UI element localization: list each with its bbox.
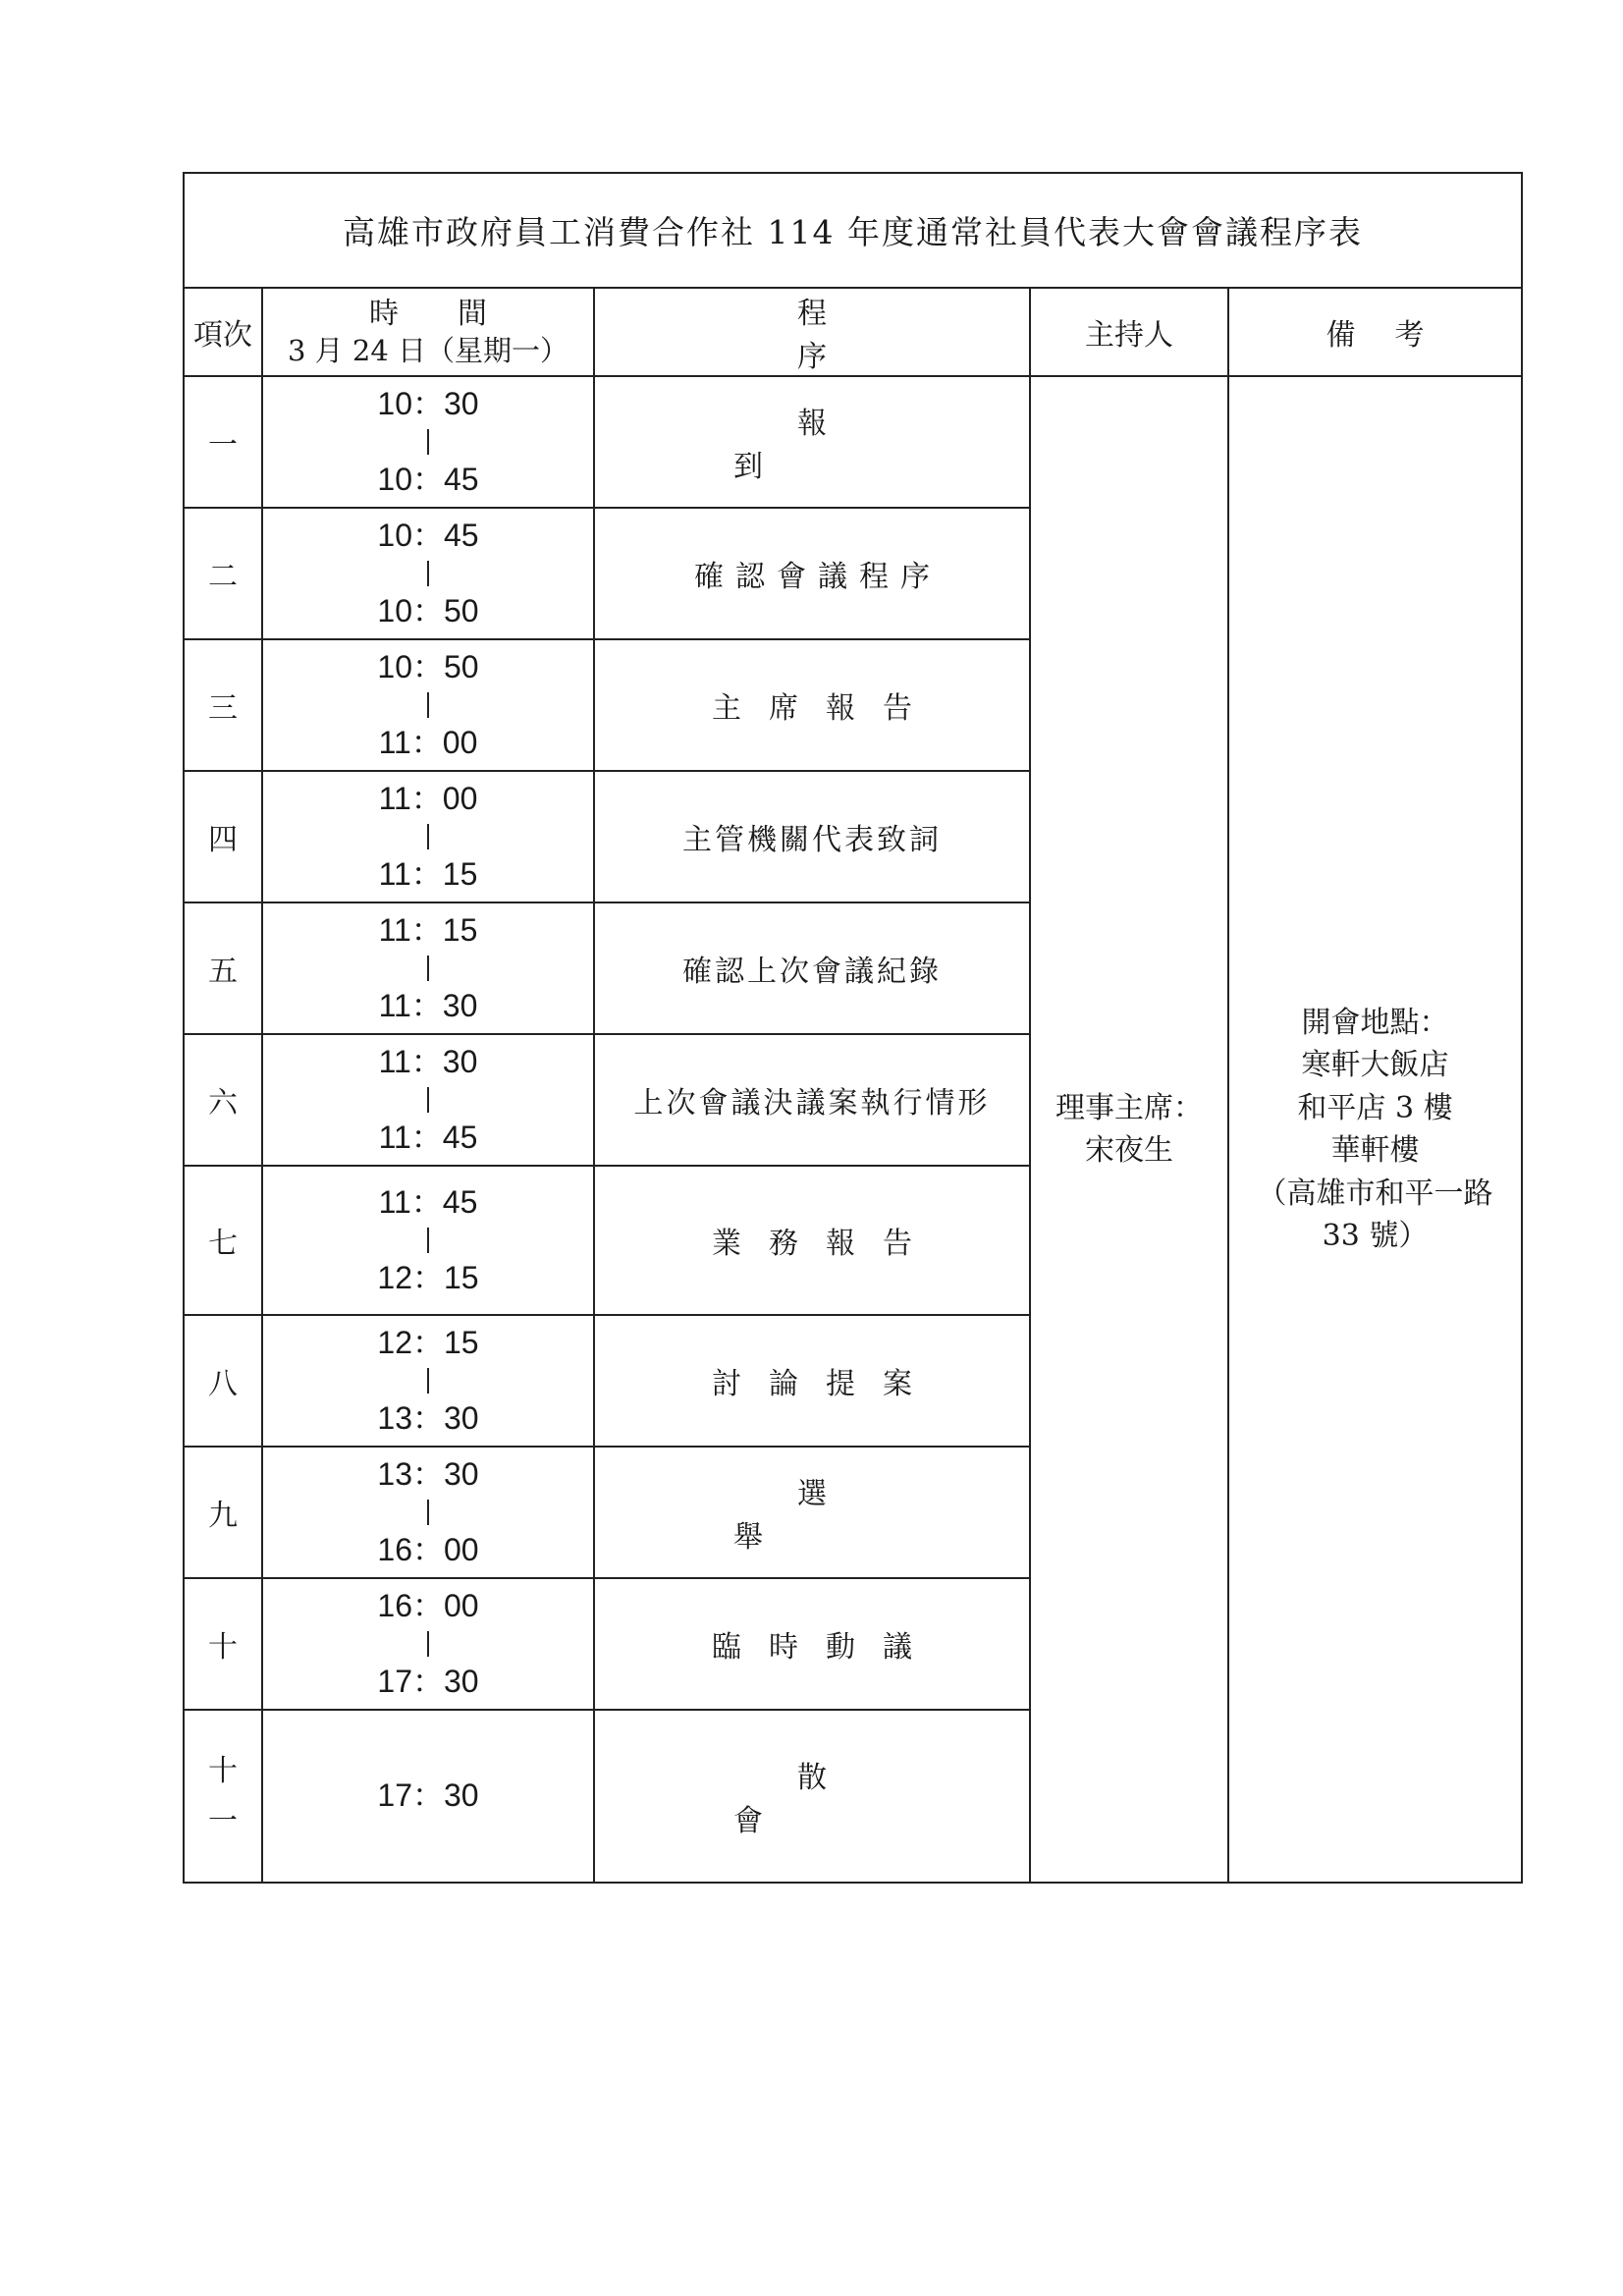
header-note-label: 備考 bbox=[1325, 318, 1464, 353]
end-time: 11：45 bbox=[378, 1120, 478, 1155]
header-date-label: 3 月 24 日（星期一） bbox=[287, 333, 568, 367]
time-separator bbox=[427, 561, 429, 586]
procedure-label: 主席報告 bbox=[712, 691, 940, 726]
note-line: 開會地點： bbox=[1301, 1005, 1449, 1040]
start-time: 12：15 bbox=[377, 1324, 479, 1360]
note-line: 華軒樓 bbox=[1330, 1133, 1420, 1168]
time-range bbox=[262, 1315, 594, 1447]
item-number: 七 bbox=[184, 1166, 262, 1315]
procedure-cell bbox=[594, 508, 1030, 639]
time-range bbox=[262, 1447, 594, 1578]
start-time: 10：45 bbox=[377, 517, 479, 553]
header-procedure bbox=[594, 288, 1030, 376]
end-time: 12：15 bbox=[377, 1260, 479, 1295]
time-separator bbox=[427, 1228, 429, 1253]
header-host bbox=[1030, 288, 1228, 376]
time-separator bbox=[427, 824, 429, 849]
end-time: 13：30 bbox=[377, 1400, 479, 1436]
time-range bbox=[262, 376, 594, 508]
procedure-cell bbox=[594, 902, 1030, 1034]
note-cell bbox=[1228, 376, 1522, 1883]
start-time: 11：30 bbox=[378, 1043, 478, 1079]
host-name: 宋夜生 bbox=[1085, 1133, 1173, 1168]
header-item-label: 項次 bbox=[193, 318, 252, 353]
procedure-label: 臨時動議 bbox=[712, 1630, 940, 1665]
end-time: 11：00 bbox=[378, 725, 478, 760]
item-number: 十 bbox=[184, 1578, 262, 1710]
time-separator bbox=[427, 1087, 429, 1113]
item-number: 十一 bbox=[208, 1754, 238, 1838]
procedure-cell bbox=[594, 1034, 1030, 1166]
procedure-label: 主管機關代表致詞 bbox=[682, 823, 942, 857]
item-number: 九 bbox=[184, 1447, 262, 1578]
procedure-cell bbox=[594, 376, 1030, 508]
host-title: 理事主席： bbox=[1055, 1090, 1203, 1125]
note-line: 寒軒大飯店 bbox=[1301, 1048, 1449, 1082]
time-separator bbox=[427, 1500, 429, 1525]
time-range bbox=[262, 508, 594, 639]
item-number: 八 bbox=[184, 1315, 262, 1447]
host-cell bbox=[1030, 376, 1228, 1883]
item-number: 五 bbox=[184, 902, 262, 1034]
procedure-cell bbox=[594, 1578, 1030, 1710]
item-number: 一 bbox=[184, 376, 262, 508]
time-range bbox=[262, 1578, 594, 1710]
start-time: 16：00 bbox=[377, 1587, 479, 1623]
start-time: 11：00 bbox=[378, 780, 478, 816]
end-time: 10：45 bbox=[377, 462, 479, 497]
end-time: 17：30 bbox=[377, 1664, 479, 1699]
end-time: 10：50 bbox=[377, 593, 479, 629]
time-separator bbox=[427, 1631, 429, 1657]
note-line: 和平店 3 樓 bbox=[1297, 1090, 1453, 1125]
start-time: 17：30 bbox=[377, 1777, 479, 1814]
time-single bbox=[262, 1710, 594, 1883]
item-number: 四 bbox=[184, 771, 262, 902]
start-time: 11：45 bbox=[378, 1183, 478, 1220]
procedure-cell bbox=[594, 1166, 1030, 1315]
end-time: 16：00 bbox=[377, 1532, 479, 1567]
header-time-label: 時間 bbox=[369, 297, 546, 332]
procedure-cell bbox=[594, 771, 1030, 902]
time-range bbox=[262, 1034, 594, 1166]
program-sheet bbox=[183, 172, 1521, 1884]
time-range bbox=[262, 771, 594, 902]
procedure-label: 散會 bbox=[733, 1761, 954, 1838]
time-separator bbox=[427, 1368, 429, 1394]
procedure-cell bbox=[594, 1447, 1030, 1578]
procedure-cell bbox=[594, 1710, 1030, 1883]
procedure-label: 報到 bbox=[733, 407, 954, 484]
item-number: 二 bbox=[184, 508, 262, 639]
header-note bbox=[1228, 288, 1522, 376]
procedure-label: 業務報告 bbox=[712, 1227, 940, 1261]
header-item bbox=[184, 288, 262, 376]
procedure-label: 上次會議決議案執行情形 bbox=[633, 1086, 991, 1121]
end-time: 11：30 bbox=[378, 988, 478, 1023]
time-separator bbox=[427, 429, 429, 455]
program-table bbox=[183, 172, 1523, 1884]
start-time: 10：30 bbox=[377, 385, 479, 421]
procedure-cell bbox=[594, 639, 1030, 771]
note-line: （高雄市和平一路 bbox=[1257, 1175, 1493, 1211]
header-row bbox=[184, 288, 1522, 376]
item-number: 六 bbox=[184, 1034, 262, 1166]
header-procedure-label: 程序 bbox=[797, 297, 974, 374]
procedure-label: 選舉 bbox=[733, 1477, 954, 1555]
header-host-label: 主持人 bbox=[1085, 318, 1173, 353]
time-separator bbox=[427, 956, 429, 981]
table-row bbox=[184, 376, 1522, 508]
start-time: 11：15 bbox=[378, 911, 478, 948]
time-range bbox=[262, 902, 594, 1034]
header-time bbox=[262, 288, 594, 376]
procedure-label: 討論提案 bbox=[712, 1367, 940, 1401]
procedure-label: 確認會議程序 bbox=[694, 560, 942, 594]
procedure-label: 確認上次會議紀錄 bbox=[682, 955, 942, 989]
item-number: 三 bbox=[184, 639, 262, 771]
start-time: 10：50 bbox=[377, 648, 479, 684]
time-range bbox=[262, 1166, 594, 1315]
time-separator bbox=[427, 692, 429, 718]
procedure-cell bbox=[594, 1315, 1030, 1447]
time-range bbox=[262, 639, 594, 771]
note-line: 33 號） bbox=[1322, 1219, 1429, 1253]
end-time: 11：15 bbox=[378, 856, 478, 892]
start-time: 13：30 bbox=[377, 1455, 479, 1492]
item-number-cell bbox=[184, 1710, 262, 1883]
document-title: 高雄市政府員工消費合作社 114 年度通常社員代表大會會議程序表 bbox=[184, 173, 1522, 288]
